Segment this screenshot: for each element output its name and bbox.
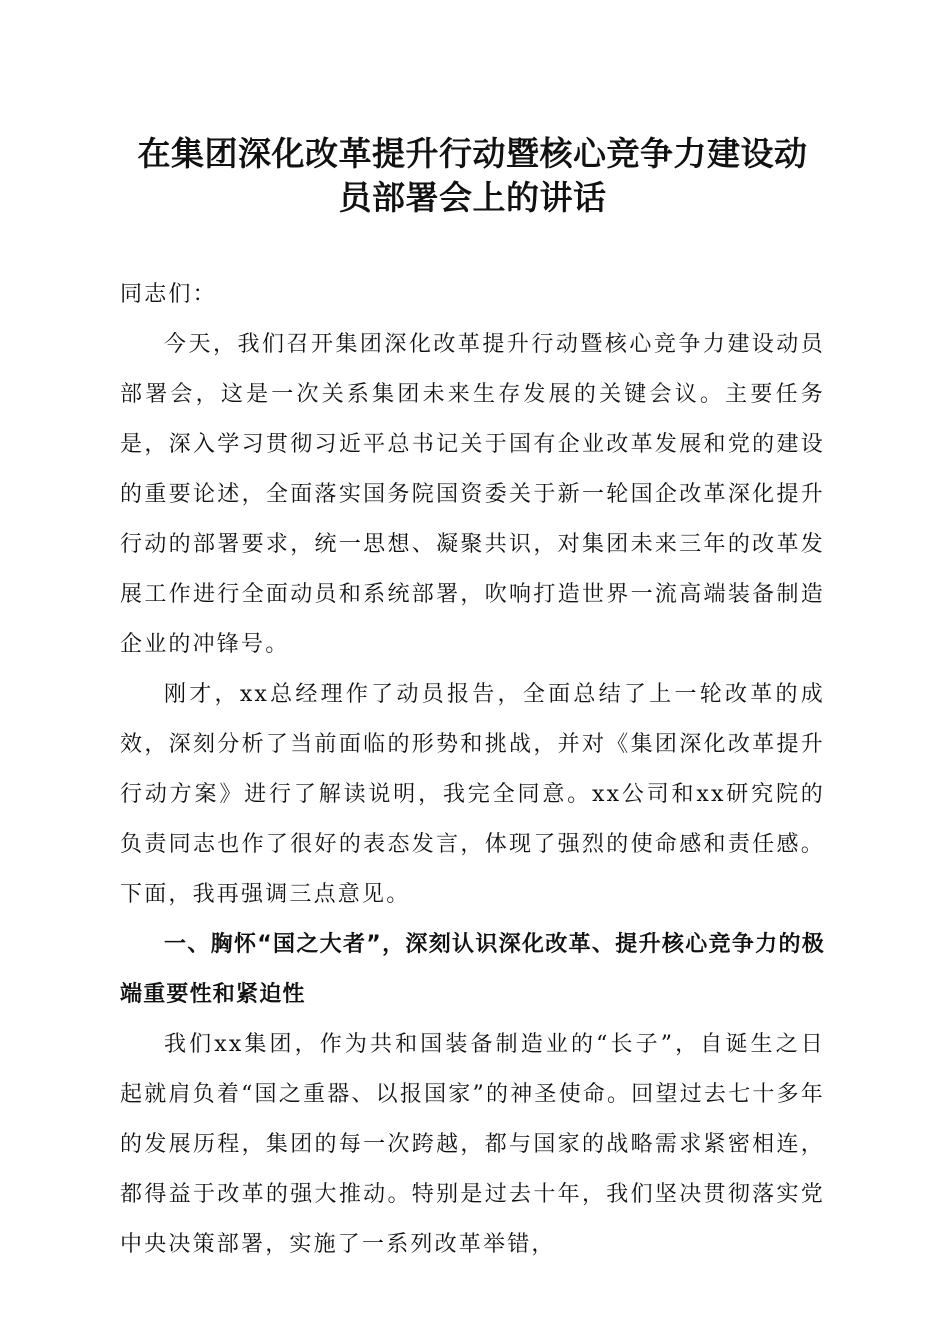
- title-line-1: 在集团深化改革提升行动暨核心竞争力建设动: [137, 134, 808, 173]
- title-line-2: 员部署会上的讲话: [338, 178, 607, 217]
- section-heading-1: 一、胸怀“国之大者”，深刻认识深化改革、提升核心竞争力的极端重要性和紧迫性: [120, 932, 825, 1007]
- paragraph-section-1: 我们xx集团，作为共和国装备制造业的“长子”，自诞生之日起就肩负着“国之重器、以报国家”的神圣使命。回望过去七十多年的发展历程，集团的每一次跨越，都与国家的战略需求紧密相连，都得益于改革的强大推动。特别是过去十年，我们坚决贯彻落实党中央决策部署，实施了一系列改革举错，: [120, 1032, 825, 1257]
- paragraph-opening: 今天，我们召开集团深化改革提升行动暨核心竞争力建设动员部署会，这是一次关系集团未来生存发展的关键会议。主要任务是，深入学习贯彻习近平总书记关于国有企业改革发展和党的建设的重要论述，全面落实国务院国资委关于新一轮国企改革深化提升行动的部署要求，统一思想、凝聚共识，对集团未来三年的改革发展工作进行全面动员和系统部署，吹响打造世界一流高端装备制造企业的冲锋号。: [120, 332, 825, 657]
- salutation: 同志们：: [120, 282, 217, 307]
- document-page: [120, 132, 825, 1270]
- document-title: [120, 132, 825, 220]
- paragraph-report-review: 刚才，xx总经理作了动员报告，全面总结了上一轮改革的成效，深刻分析了当前面临的形势和挑战，并对《集团深化改革提升行动方案》进行了解读说明，我完全同意。xx公司和xx研究院的负责同志也作了很好的表态发言，体现了强烈的使命感和责任感。下面，我再强调三点意见。: [120, 682, 825, 907]
